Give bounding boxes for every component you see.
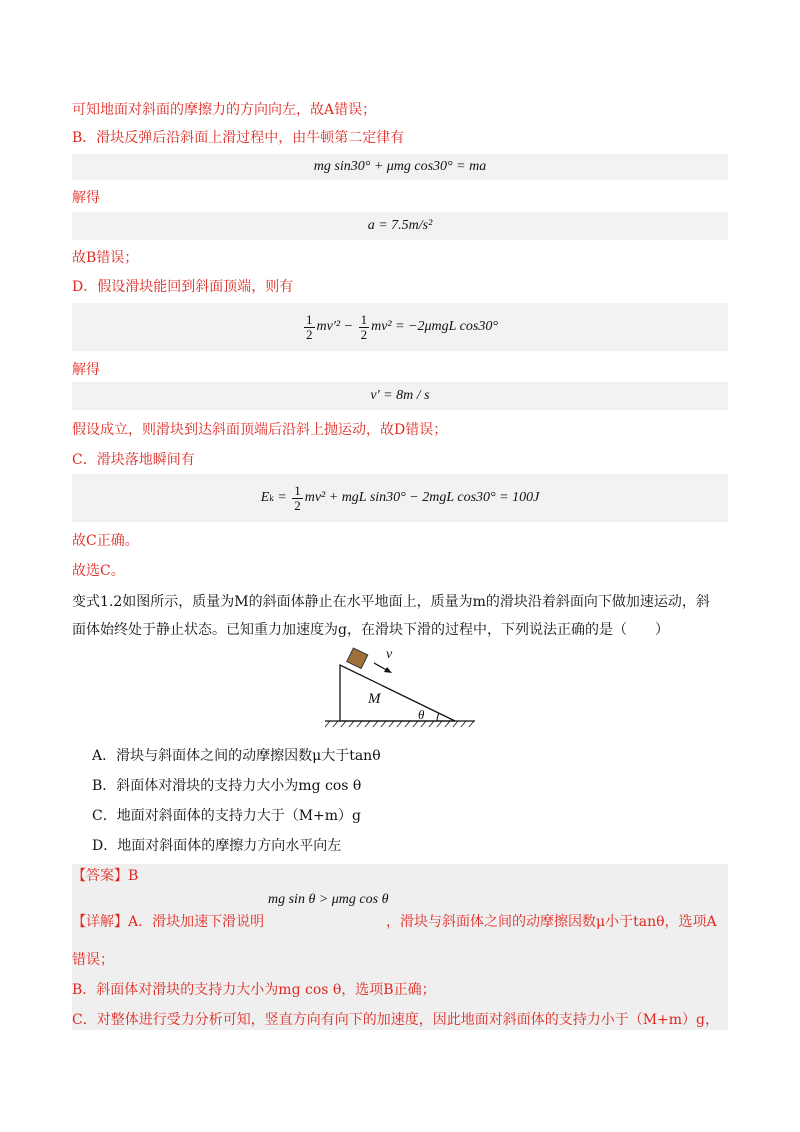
formula-energy-return: $\frac{1}{2}$ mv′² − $\frac{1}{2}$ mv² = −2μmgL cos30° xyxy=(72,303,728,351)
text-line: 解得 xyxy=(72,190,100,206)
option-c: C．地面对斜面体的支持力大于（M+m）g xyxy=(92,808,362,824)
detail-line: 错误； xyxy=(72,952,114,968)
fraction-half: $\frac{1}{2}$ xyxy=(306,311,313,342)
detail-line-c: C．对整体进行受力分析可知，竖直方向有向下的加速度，因此地面对斜面体的支持力小于（M+m）g， xyxy=(72,1012,720,1028)
question-text: 变式1.2如图所示，质量为M的斜面体静止在水平地面上，质量为m的滑块沿着斜面向下做加速运动，斜 xyxy=(72,594,710,610)
text-line: 故B错误； xyxy=(72,250,139,266)
text-line: 故选C。 xyxy=(72,563,125,579)
text-line: 解得 xyxy=(72,362,100,378)
fraction-half: $\frac{1}{2}$ xyxy=(294,482,301,513)
formula-rhs: = −2μmgL cos30° xyxy=(395,319,498,334)
text-line: 故C正确。 xyxy=(72,533,139,549)
text-line: 假设成立，则滑块到达斜面顶端后沿斜上抛运动，故D错误； xyxy=(72,422,448,438)
angle-arc xyxy=(437,713,439,721)
answer-label: 【答案】B xyxy=(72,868,139,884)
detail-line-suffix: ，滑块与斜面体之间的动摩擦因数μ小于tanθ，选项A xyxy=(386,914,717,930)
theta-label: θ xyxy=(418,707,425,722)
text-line: B．滑块反弹后沿斜面上滑过程中，由牛顿第二定律有 xyxy=(72,130,405,146)
v-label: v xyxy=(386,647,393,662)
fraction-half: $\frac{1}{2}$ xyxy=(360,311,368,342)
detail-line: 【详解】A．滑块加速下滑说明 xyxy=(72,914,265,930)
option-d: D．地面对斜面体的摩擦力方向水平向左 xyxy=(92,838,342,854)
detail-line-b: B．斜面体对滑块的支持力大小为mg cos θ，选项B正确； xyxy=(72,982,436,998)
formula-velocity: v′ = 8m / s xyxy=(72,382,728,410)
incline-triangle xyxy=(340,665,455,721)
formula-kinetic-energy: E k = $\frac{1}{2}$ mv² + mgL sin30° − 2mgL cos30° = 100J xyxy=(72,474,728,522)
incline-diagram xyxy=(320,645,480,739)
question-text: 面体始终处于静止状态。已知重力加速度为g，在滑块下滑的过程中，下列说法正确的是（ ） xyxy=(72,622,669,638)
formula-acceleration: a = 7.5m/s² xyxy=(72,212,728,240)
text-line: 可知地面对斜面的摩擦力的方向向左，故A错误； xyxy=(72,102,377,118)
M-label: M xyxy=(368,691,381,707)
formula-newton: mg sin30° + μmg cos30° = ma xyxy=(72,154,728,180)
text-line: D．假设滑块能回到斜面顶端，则有 xyxy=(72,279,294,295)
answer-background xyxy=(72,864,728,1030)
option-a: A．滑块与斜面体之间的动摩擦因数μ大于tanθ xyxy=(92,748,381,764)
detail-formula: mg sin θ > μmg cos θ xyxy=(268,892,389,907)
slider-block xyxy=(347,648,368,668)
option-b: B．斜面体对滑块的支持力大小为mg cos θ xyxy=(92,778,362,794)
velocity-arrowhead xyxy=(384,667,392,673)
text-line: C．滑块落地瞬间有 xyxy=(72,452,195,468)
ground-hatch xyxy=(325,721,474,727)
